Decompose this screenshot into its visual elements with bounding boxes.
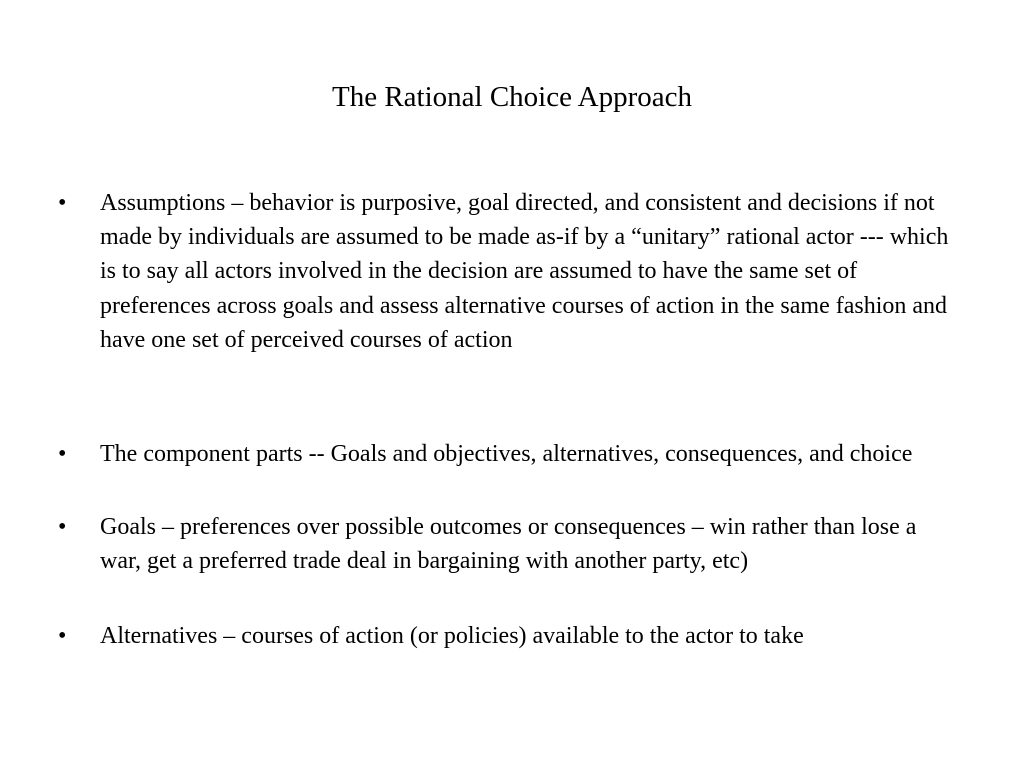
bullet-icon: • — [58, 514, 67, 540]
bullet-icon: • — [58, 190, 67, 216]
slide-title: The Rational Choice Approach — [332, 81, 692, 113]
bullet-text: Goals – preferences over possible outcomes or consequences – win rather than lose a war, get a preferred trade deal in bargaining with another party, etc) — [100, 514, 917, 575]
bullet-text: The component parts -- Goals and objectives, alternatives, consequences, and choice — [100, 441, 913, 467]
bullet-text: Alternatives – courses of action (or policies) available to the actor to take — [100, 623, 804, 649]
bullet-icon: • — [58, 441, 67, 467]
bullet-text: Assumptions – behavior is purposive, goal directed, and consistent and decisions if not made by individuals are assumed to be made as-if by a “unitary” rational actor --- which is to say all actors involved in the decision are assumed to have the same set of preferences across goals and assess alternative courses of action in the same fashion and have one set of perceived courses of action — [100, 190, 949, 353]
bullet-icon: • — [58, 623, 67, 649]
